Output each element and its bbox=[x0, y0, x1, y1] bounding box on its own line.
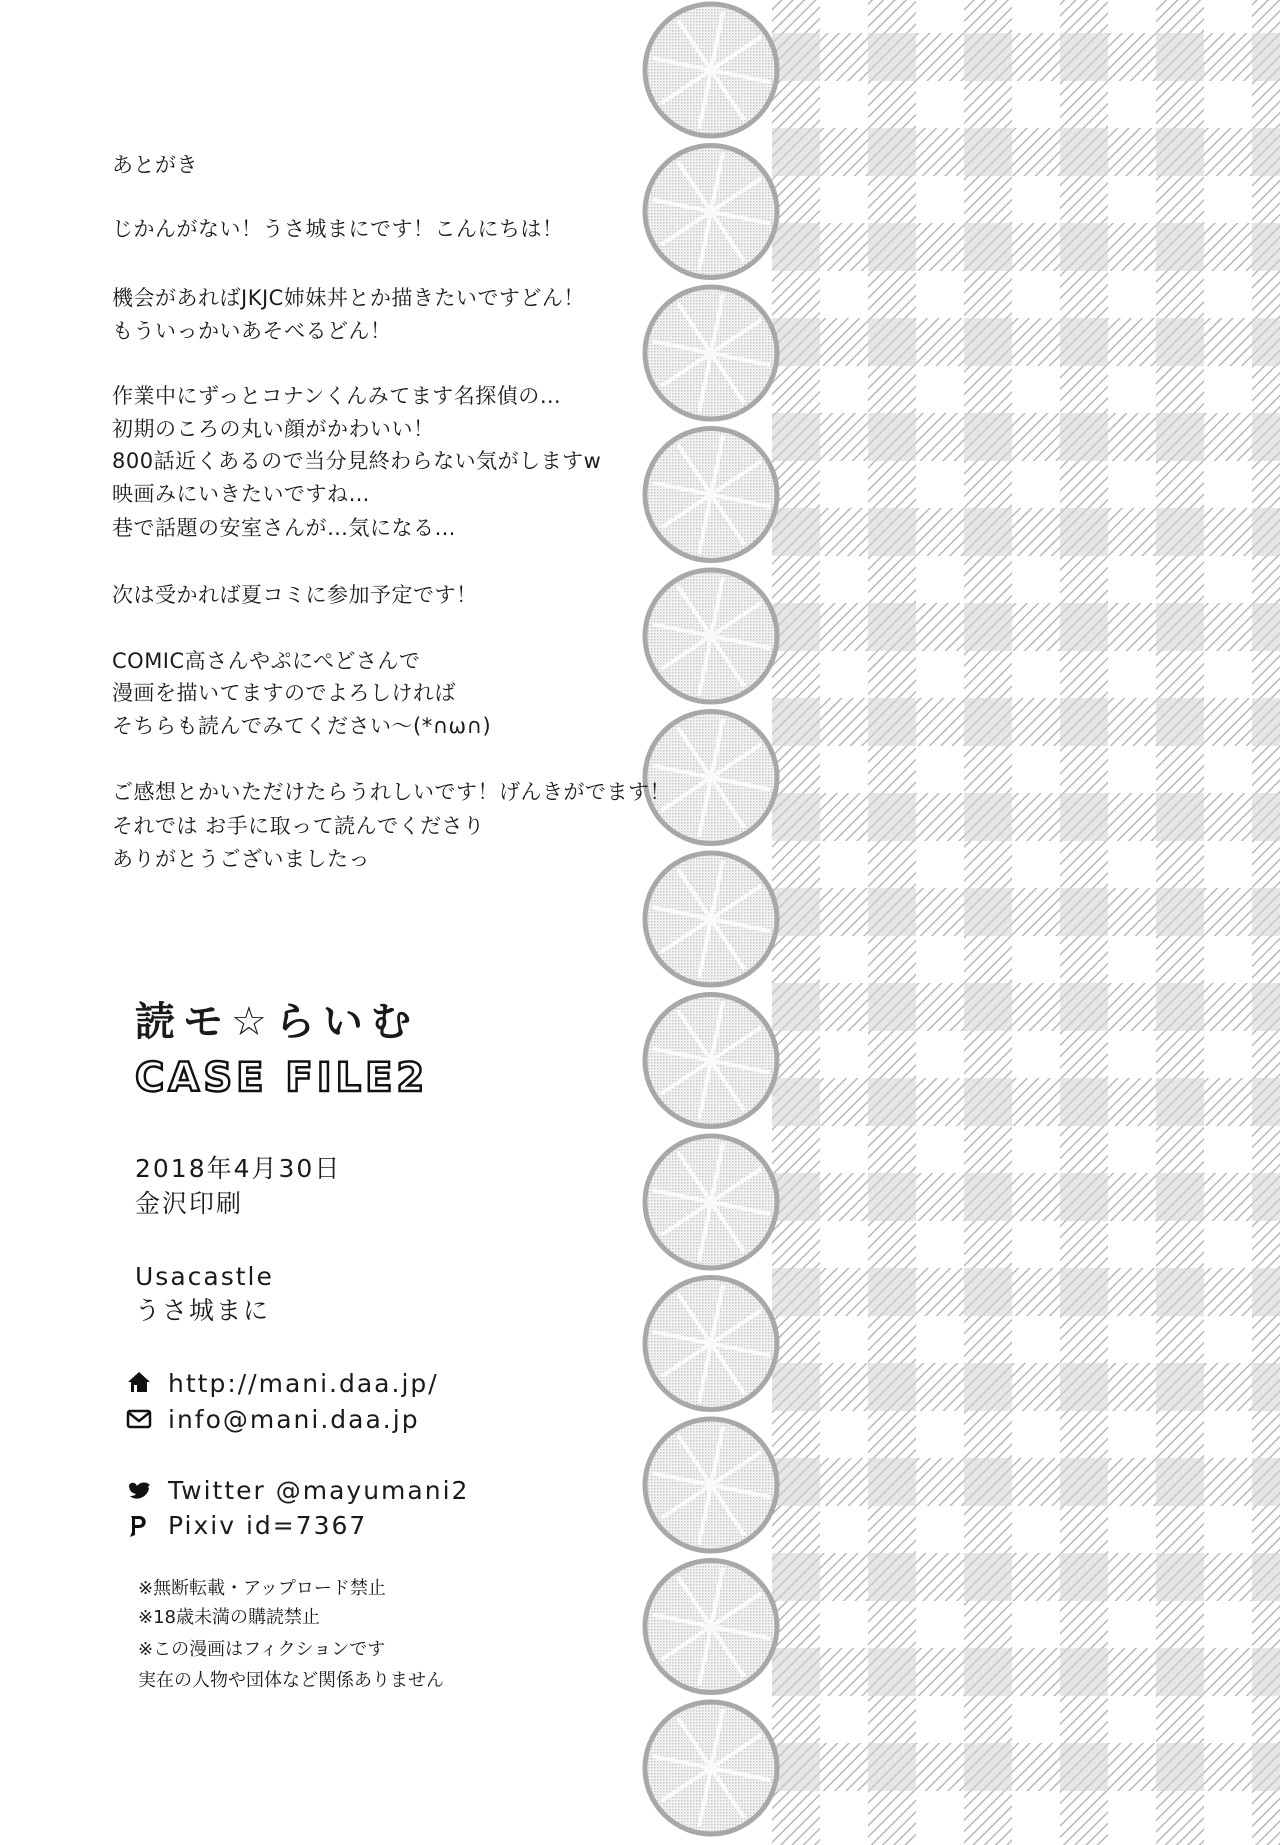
lemon-slice-column bbox=[643, 2, 779, 1836]
afterword-line: もういっかいあそべるどん！ bbox=[112, 319, 392, 343]
lemon-slice-icon bbox=[643, 993, 779, 1129]
gingham-cross-cell bbox=[868, 1363, 916, 1411]
gingham-cross-cell bbox=[868, 1553, 916, 1601]
gingham-cross-cell bbox=[1060, 1458, 1108, 1506]
gingham-cross-cell bbox=[1156, 1078, 1204, 1126]
book-title-logo: 読モ☆らいむ bbox=[135, 999, 419, 1045]
pixiv-id[interactable]: Pixiv id=7367 bbox=[168, 1511, 368, 1540]
gingham-cross-cell bbox=[964, 508, 1012, 556]
lemon-slice-icon bbox=[643, 2, 779, 138]
lemon-slice-icon bbox=[643, 1559, 779, 1695]
gingham-cross-cell bbox=[964, 603, 1012, 651]
gingham-cross-cell bbox=[964, 1078, 1012, 1126]
gingham-cross-cell bbox=[1060, 1268, 1108, 1316]
gingham-cross-cell bbox=[1156, 1268, 1204, 1316]
lemon-slice-icon bbox=[643, 1700, 779, 1836]
gingham-cross-cell bbox=[1252, 1553, 1280, 1601]
afterword-line: 作業中にずっとコナンくんみてます名探偵の… bbox=[112, 384, 562, 408]
gingham-cross-cell bbox=[1060, 1743, 1108, 1791]
afterword-line: COMIC高さんやぷにぺどさんで bbox=[112, 649, 421, 673]
gingham-cross-cell bbox=[964, 1363, 1012, 1411]
gingham-cross-cell bbox=[1060, 128, 1108, 176]
lemon-slice-icon bbox=[643, 1276, 779, 1412]
gingham-cross-cell bbox=[1252, 888, 1280, 936]
gingham-cross-cell bbox=[868, 1078, 916, 1126]
gingham-cross-cell bbox=[1060, 698, 1108, 746]
gingham-cross-cell bbox=[1252, 1458, 1280, 1506]
author-name: うさ城まに bbox=[135, 1296, 271, 1325]
gingham-cross-cell bbox=[868, 1648, 916, 1696]
gingham-cross-cell bbox=[964, 223, 1012, 271]
legal-note: ※この漫画はフィクションです bbox=[138, 1639, 386, 1660]
gingham-cross-cell bbox=[772, 1553, 820, 1601]
lemon-slice-icon bbox=[643, 1134, 779, 1270]
gingham-cross-cell bbox=[1060, 318, 1108, 366]
gingham-cross-cell bbox=[772, 128, 820, 176]
gingham-cross-cell bbox=[772, 413, 820, 461]
lemon-slice-icon bbox=[643, 1417, 779, 1553]
gingham-cross-cell bbox=[868, 223, 916, 271]
twitter-handle[interactable]: Twitter @mayumani2 bbox=[168, 1476, 470, 1505]
gingham-cross-cell bbox=[1252, 33, 1280, 81]
gingham-cross-cell bbox=[772, 983, 820, 1031]
gingham-cross-cell bbox=[1060, 413, 1108, 461]
mail-icon bbox=[126, 1406, 152, 1432]
afterword-line: 漫画を描いてますのでよろしければ bbox=[112, 681, 456, 705]
gingham-cross-cell bbox=[868, 1173, 916, 1221]
legal-note: ※18歳未満の購読禁止 bbox=[138, 1607, 320, 1628]
gingham-cross-cell bbox=[1156, 1743, 1204, 1791]
gingham-pattern bbox=[772, 0, 1280, 1845]
legal-note: 実在の人物や団体など関係ありません bbox=[138, 1670, 444, 1691]
gingham-cross-cell bbox=[1156, 1173, 1204, 1221]
gingham-cross-cell bbox=[1252, 793, 1280, 841]
gingham-cross-cell bbox=[964, 33, 1012, 81]
gingham-cross-cell bbox=[1252, 128, 1280, 176]
gingham-cross-cell bbox=[1156, 1648, 1204, 1696]
lemon-slice-icon bbox=[643, 568, 779, 704]
gingham-cross-cell bbox=[868, 698, 916, 746]
gingham-cross-cell bbox=[964, 1648, 1012, 1696]
gingham-cross-cell bbox=[868, 793, 916, 841]
gingham-cross-cell bbox=[964, 128, 1012, 176]
gingham-cross-cell bbox=[1156, 983, 1204, 1031]
gingham-cross-cell bbox=[1252, 1078, 1280, 1126]
gingham-cross-cell bbox=[868, 1743, 916, 1791]
gingham-cross-cell bbox=[964, 1553, 1012, 1601]
gingham-cross-cell bbox=[1252, 223, 1280, 271]
lemon-slice-icon bbox=[643, 144, 779, 280]
gingham-cross-cell bbox=[1252, 603, 1280, 651]
gingham-cross-cell bbox=[1060, 1648, 1108, 1696]
gingham-cross-cell bbox=[1060, 508, 1108, 556]
gingham-cross-cell bbox=[1252, 318, 1280, 366]
gingham-cross-cell bbox=[1060, 1173, 1108, 1221]
gingham-cross-cell bbox=[772, 1078, 820, 1126]
gingham-cross-cell bbox=[1060, 223, 1108, 271]
gingham-cross-cell bbox=[772, 1648, 820, 1696]
email-link[interactable]: info@mani.daa.jp bbox=[168, 1405, 420, 1434]
gingham-cross-cell bbox=[868, 508, 916, 556]
gingham-cross-cell bbox=[1156, 508, 1204, 556]
gingham-cross-cell bbox=[1252, 1268, 1280, 1316]
afterword-line: 800話近くあるので当分見終わらない気がしますw bbox=[112, 449, 602, 473]
gingham-cross-cell bbox=[1252, 508, 1280, 556]
afterword-line: そちらも読んでみてください～(*∩ω∩) bbox=[112, 714, 492, 738]
circle-name: Usacastle bbox=[135, 1262, 274, 1291]
gingham-cross-cell bbox=[868, 1268, 916, 1316]
gingham-cross-cell bbox=[772, 603, 820, 651]
gingham-cross-cell bbox=[1252, 983, 1280, 1031]
gingham-cross-cell bbox=[1060, 33, 1108, 81]
afterword-line: じかんがない！うさ城まにです！こんにちは！ bbox=[112, 217, 564, 241]
gingham-cross-cell bbox=[772, 888, 820, 936]
gingham-cross-cell bbox=[868, 983, 916, 1031]
gingham-cross-cell bbox=[772, 1268, 820, 1316]
afterword-line: 映画みにいきたいですね… bbox=[112, 482, 370, 506]
lemon-slice-icon bbox=[643, 710, 779, 846]
gingham-cross-cell bbox=[1060, 983, 1108, 1031]
gingham-cross-cell bbox=[1252, 698, 1280, 746]
gingham-cross-cell bbox=[1156, 413, 1204, 461]
gingham-cross-cell bbox=[868, 128, 916, 176]
gingham-cross-cell bbox=[1060, 1363, 1108, 1411]
gingham-cross-cell bbox=[964, 413, 1012, 461]
gingham-cross-cell bbox=[868, 33, 916, 81]
gingham-cross-cell bbox=[1252, 1173, 1280, 1221]
gingham-cross-cell bbox=[1060, 1078, 1108, 1126]
gingham-cross-cell bbox=[868, 888, 916, 936]
gingham-cross-cell bbox=[1156, 1363, 1204, 1411]
gingham-cross-cell bbox=[964, 983, 1012, 1031]
gingham-cross-cell bbox=[964, 793, 1012, 841]
gingham-cross-cell bbox=[1252, 413, 1280, 461]
gingham-cross-cell bbox=[1156, 1458, 1204, 1506]
gingham-cross-cell bbox=[964, 1268, 1012, 1316]
afterword-line: 機会があればJKJC姉妹丼とか描きたいですどん！ bbox=[112, 286, 585, 310]
gingham-cross-cell bbox=[772, 508, 820, 556]
gingham-cross-cell bbox=[772, 698, 820, 746]
gingham-cross-cell bbox=[868, 413, 916, 461]
afterword-line: 初期のころの丸い顔がかわいい！ bbox=[112, 417, 435, 441]
twitter-bird-icon bbox=[126, 1477, 152, 1503]
gingham-cross-cell bbox=[1060, 1553, 1108, 1601]
gingham-cross-cell bbox=[772, 1363, 820, 1411]
gingham-cross-cell bbox=[772, 793, 820, 841]
gingham-cross-cell bbox=[1156, 603, 1204, 651]
publish-date: 2018年4月30日 bbox=[135, 1154, 342, 1183]
afterword-heading: あとがき bbox=[112, 153, 198, 177]
gingham-cross-cell bbox=[1060, 793, 1108, 841]
gingham-cross-cell bbox=[1156, 318, 1204, 366]
lemon-slice-icon bbox=[643, 851, 779, 987]
gingham-cross-cell bbox=[1156, 888, 1204, 936]
gingham-cross-cell bbox=[1156, 698, 1204, 746]
home-icon bbox=[126, 1369, 152, 1395]
afterword-line: 次は受かれば夏コミに参加予定です！ bbox=[112, 583, 478, 607]
printer: 金沢印刷 bbox=[135, 1189, 244, 1218]
gingham-cross-cell bbox=[1156, 223, 1204, 271]
book-subtitle-logo: CASE FILE2 bbox=[135, 1055, 429, 1101]
gingham-cross-cell bbox=[964, 1173, 1012, 1221]
gingham-cross-cell bbox=[964, 1743, 1012, 1791]
afterword-line: 巷で話題の安室さんが…気になる… bbox=[112, 516, 456, 540]
gingham-cross-cell bbox=[772, 223, 820, 271]
lemon-slice-icon bbox=[643, 285, 779, 421]
gingham-cross-cell bbox=[1060, 888, 1108, 936]
gingham-cross-cell bbox=[1060, 603, 1108, 651]
gingham-cross-cell bbox=[1156, 1553, 1204, 1601]
afterword-line: それでは お手に取って読んでくださり bbox=[112, 814, 485, 838]
lemon-slice-icon bbox=[643, 427, 779, 563]
afterword-line: ありがとうございましたっ bbox=[112, 847, 370, 871]
afterword-line: ご感想とかいただけたらうれしいです！げんきがでます！ bbox=[112, 780, 671, 804]
gingham-cross-cell bbox=[964, 1458, 1012, 1506]
gingham-cross-cell bbox=[1156, 793, 1204, 841]
gingham-cross-cell bbox=[964, 698, 1012, 746]
gingham-cross-cell bbox=[868, 603, 916, 651]
gingham-cross-cell bbox=[964, 888, 1012, 936]
gingham-cross-cell bbox=[1252, 1743, 1280, 1791]
gingham-cross-cell bbox=[1156, 128, 1204, 176]
gingham-cross-cell bbox=[1252, 1648, 1280, 1696]
gingham-cross-cell bbox=[964, 318, 1012, 366]
website-link[interactable]: http://mani.daa.jp/ bbox=[168, 1369, 439, 1398]
legal-note: ※無断転載・アップロード禁止 bbox=[138, 1578, 386, 1599]
gingham-cross-cell bbox=[868, 318, 916, 366]
gingham-cross-cell bbox=[868, 1458, 916, 1506]
gingham-cross-cell bbox=[1156, 33, 1204, 81]
gingham-cross-cell bbox=[1252, 1363, 1280, 1411]
pixiv-icon bbox=[126, 1512, 152, 1538]
